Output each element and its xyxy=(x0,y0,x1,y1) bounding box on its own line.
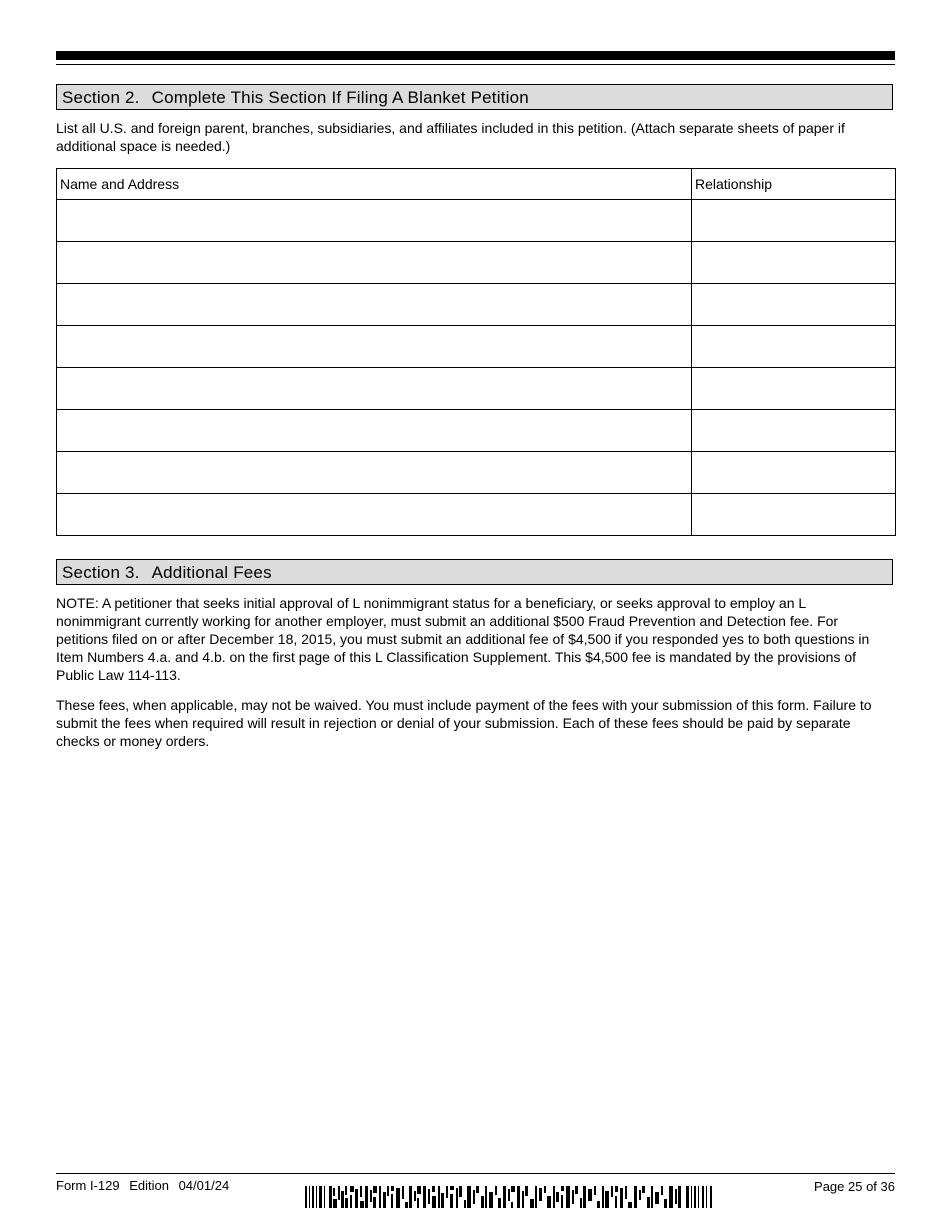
name-address-field[interactable] xyxy=(57,410,692,452)
name-address-field[interactable] xyxy=(57,242,692,284)
top-rule-thick xyxy=(56,51,895,60)
relationship-field[interactable] xyxy=(692,410,896,452)
footer-page-number: Page 25 of 36 xyxy=(814,1179,895,1194)
section-3-note xyxy=(56,594,891,684)
footer-form-info xyxy=(56,1178,235,1193)
footer-edition-date: 04/01/24 xyxy=(178,1178,230,1193)
name-address-field[interactable] xyxy=(57,368,692,410)
table-header-row xyxy=(57,169,896,200)
name-address-field[interactable] xyxy=(57,452,692,494)
relationship-field[interactable] xyxy=(692,326,896,368)
relationship-field[interactable] xyxy=(692,368,896,410)
relationship-field[interactable] xyxy=(692,452,896,494)
note-label: NOTE: xyxy=(56,595,99,611)
barcode-image xyxy=(305,1186,713,1208)
section-2-header xyxy=(56,84,893,110)
table-row xyxy=(57,452,896,494)
table-row xyxy=(57,326,896,368)
name-address-field[interactable] xyxy=(57,200,692,242)
entities-table xyxy=(56,168,896,536)
relationship-field[interactable] xyxy=(692,200,896,242)
table-row xyxy=(57,284,896,326)
section-3-title: Additional Fees xyxy=(151,563,272,582)
name-address-field[interactable] xyxy=(57,494,692,536)
table-row xyxy=(57,368,896,410)
footer-edition-label: Edition xyxy=(129,1178,169,1193)
footer-form-name: Form I-129 xyxy=(56,1178,120,1193)
relationship-field[interactable] xyxy=(692,494,896,536)
section-2-number: Section 2. xyxy=(62,88,140,107)
section-2-instructions: List all U.S. and foreign parent, branches, subsidiaries, and affiliates included in this petition. (Attach separate sheets of paper if additional space is needed.) xyxy=(56,120,845,154)
column-header-relationship: Relationship xyxy=(692,169,896,200)
relationship-field[interactable] xyxy=(692,284,896,326)
table-row xyxy=(57,494,896,536)
table-row xyxy=(57,410,896,452)
name-address-field[interactable] xyxy=(57,326,692,368)
section-3-number: Section 3. xyxy=(62,563,140,582)
section-2-title: Complete This Section If Filing A Blanket Petition xyxy=(151,88,529,107)
top-rule-thin xyxy=(56,64,895,65)
table-row xyxy=(57,242,896,284)
name-address-field[interactable] xyxy=(57,284,692,326)
relationship-field[interactable] xyxy=(692,242,896,284)
section-3-fees-text: These fees, when applicable, may not be waived. You must include payment of the fees with your submission of this form. Failure to submit the fees when required will result in rejection or denial of your submission. Each of these fees should be paid by separate checks or money orders. xyxy=(56,697,872,749)
column-header-name-address: Name and Address xyxy=(57,169,692,200)
note-text: A petitioner that seeks initial approval of L nonimmigrant status for a beneficiary, or seeks approval to employ an L nonimmigrant currently working for another employer, must submit an additional $500 Fraud Prevention and Detection fee. For petitions filed on or after December 18, 2015, you must submit an additional fee of $4,500 if you responded yes to both questions in Item Numbers 4.a. and 4.b. on the first page of this L Classification Supplement. This $4,500 fee is mandated by the provisions of Public Law 114-113. xyxy=(56,595,870,683)
section-3-header xyxy=(56,559,893,585)
table-row xyxy=(57,200,896,242)
footer-rule xyxy=(56,1173,895,1174)
